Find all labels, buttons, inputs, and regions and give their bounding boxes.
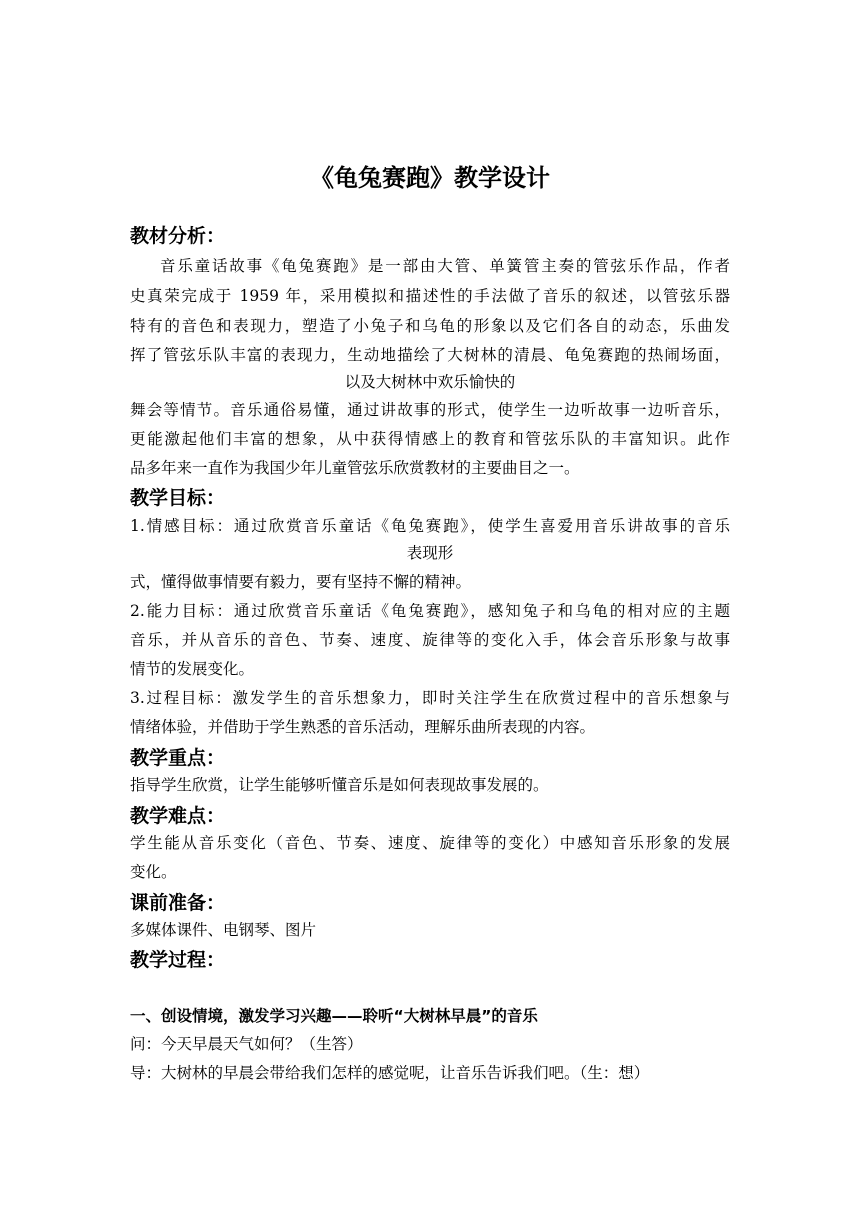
prep-line-1: 多媒体课件、电钢琴、图片 [130,921,317,939]
analysis-line-5: 以及大树林中欢乐愉快的 [344,373,516,391]
process-line-1: 问：今天早晨天气如何？（生答） [130,1035,363,1053]
analysis-line-8: 品多年来一直作为我国少年儿童管弦乐欣赏教材的主要曲目之一。 [130,459,580,477]
difficulty-line-1: 学生能从音乐变化（音色、节奏、速度、旋律等的变化）中感知音乐形象的发展 [130,834,730,852]
analysis-line-3: 特有的音色和表现力，塑造了小兔子和乌龟的形象以及它们各自的动态，乐曲发 [130,317,730,335]
focus-line-1: 指导学生欣赏，让学生能够听懂音乐是如何表现故事发展的。 [130,776,549,794]
goals-line-3: 式，懂得做事情要有毅力，要有坚持不懈的精神。 [130,573,472,591]
heading-prep: 课前准备： [130,892,226,914]
goals-line-6: 情节的发展变化。 [130,660,255,678]
goals-line-7: 3.过程目标：激发学生的音乐想象力，即时关注学生在欣赏过程中的音乐想象与 [130,689,730,707]
goals-line-1: 1.情感目标：通过欣赏音乐童话《龟兔赛跑》，使学生喜爱用音乐讲故事的音乐 [130,517,730,535]
heading-focus: 教学重点： [130,747,226,769]
analysis-line-1: 音乐童话故事《龟兔赛跑》是一部由大管、单簧管主奏的管弦乐作品，作者 [160,257,730,275]
process-line-2: 导：大树林的早晨会带给我们怎样的感觉呢，让音乐告诉我们吧。（生：想） [130,1064,650,1082]
goals-line-5: 音乐，并从音乐的音色、节奏、速度、旋律等的变化入手，体会音乐形象与故事 [130,631,730,649]
goals-line-4: 2.能力目标：通过欣赏音乐童话《龟兔赛跑》，感知兔子和乌龟的相对应的主题 [130,602,730,620]
analysis-line-7: 更能激起他们丰富的想象，从中获得情感上的教育和管弦乐队的丰富知识。此作 [130,430,730,448]
analysis-line-6: 舞会等情节。音乐通俗易懂，通过讲故事的形式，使学生一边听故事一边听音乐， [130,401,730,419]
difficulty-line-2: 变化。 [130,863,177,881]
goals-line-2: 表现形 [406,544,454,562]
heading-process: 教学过程： [130,949,226,971]
analysis-line-2: 史真荣完成于 1959 年，采用模拟和描述性的手法做了音乐的叙述，以管弦乐器 [130,287,730,305]
goals-line-8: 情绪体验，并借助于学生熟悉的音乐活动，理解乐曲所表现的内容。 [130,718,596,736]
heading-goals: 教学目标： [130,487,226,509]
process-subheading-1: 一、创设情境，激发学习兴趣——聆听“大树林早晨”的音乐 [130,1007,538,1025]
heading-difficulty: 教学难点： [130,805,226,827]
document-title: 《龟兔赛跑》教学设计 [310,164,550,192]
analysis-line-4: 挥了管弦乐队丰富的表现力，生动地描绘了大树林的清晨、龟兔赛跑的热闹场面， [130,346,730,364]
heading-analysis: 教材分析： [130,225,226,247]
